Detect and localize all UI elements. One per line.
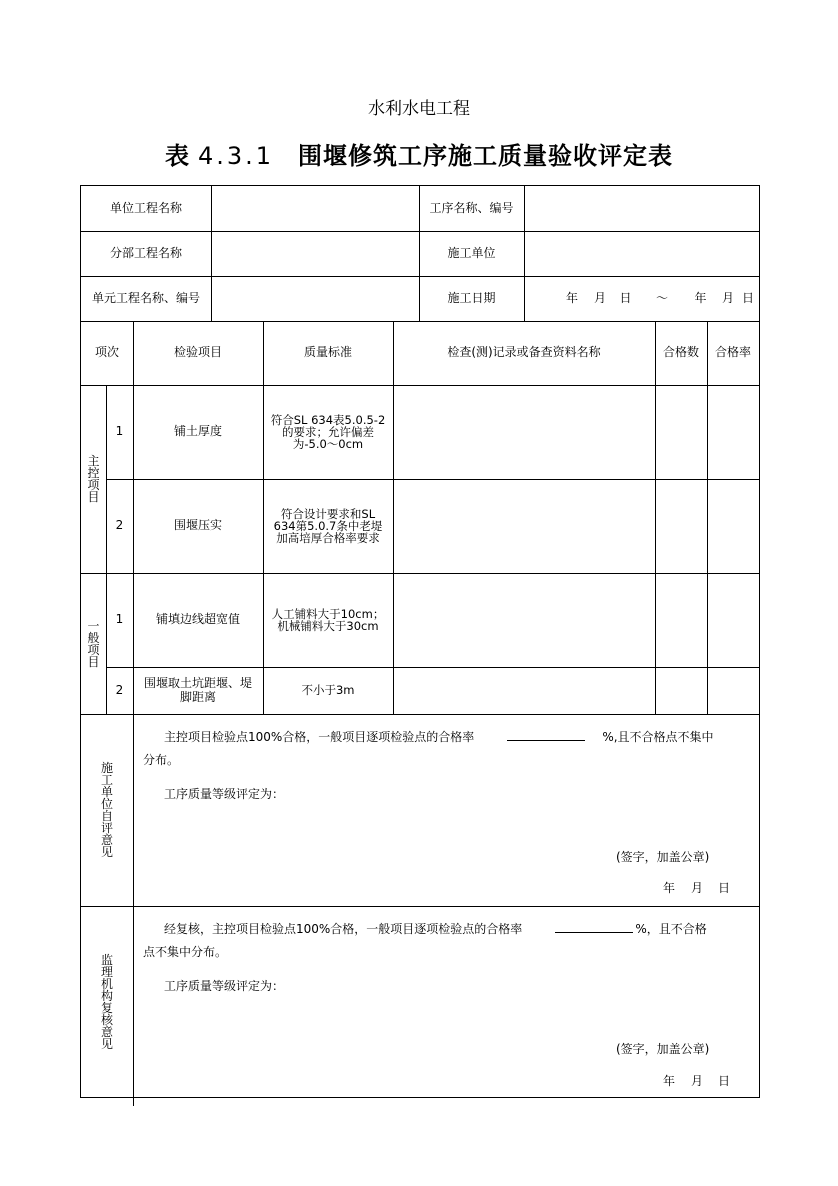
construction-date-range[interactable]	[525, 276, 759, 321]
title-text: 围堰修筑工序施工质量验收评定表	[298, 142, 674, 170]
general-row-2-count[interactable]	[655, 667, 707, 714]
main-row-1-rate[interactable]	[707, 385, 759, 479]
date-month-1: 月	[593, 290, 606, 305]
main-row-2-count[interactable]	[655, 479, 707, 573]
main-row-2-record[interactable]	[393, 479, 655, 573]
main-row-2-rate[interactable]	[707, 479, 759, 573]
col-qualified-count: 合格数	[662, 345, 699, 360]
contractor-opinion-line2: 分布。	[143, 753, 180, 767]
general-row-2-standard: 不小于3m	[301, 683, 355, 698]
supervisor-opinion-line1: 经复核，主控项目检验点100%合格，一般项目逐项检验点的合格率 %，且不合格	[164, 918, 707, 941]
col-item: 项次	[94, 345, 119, 360]
supervisor-sign-date[interactable]: 年 月 日	[663, 1074, 731, 1088]
main-row-2-no: 2	[115, 518, 124, 533]
sub-project-label: 分部工程名称	[109, 245, 182, 260]
col-record: 检查(测)记录或备查资料名称	[447, 345, 601, 360]
date-year-1: 年	[565, 290, 578, 305]
supervisor-opinion-line2: 点不集中分布。	[143, 945, 228, 959]
element-project-label: 单元工程名称、编号	[91, 290, 200, 305]
contractor-opinion-line1: 主控项目检验点100%合格，一般项目逐项检验点的合格率 %,且不合格点不集中	[164, 726, 714, 749]
contractor-sign-date[interactable]: 年 月 日	[663, 881, 731, 895]
supervisor-sign-note: (签字，加盖公章)	[616, 1042, 710, 1056]
date-day-2: 日	[742, 290, 755, 305]
general-row-1-rate[interactable]	[707, 573, 759, 667]
title-number: 4.3.1	[197, 142, 275, 170]
date-day-1: 日	[619, 290, 632, 305]
main-control-group-label: 主 控 项 目	[87, 454, 100, 504]
grid-line	[81, 714, 759, 715]
date-year-2: 年	[694, 290, 707, 305]
general-row-1-no: 1	[115, 612, 124, 627]
contractor-opinion-label: 施 工 单 位 自 评 意 见	[100, 761, 113, 859]
document-subtitle: 水利水电工程	[368, 99, 470, 119]
process-name-value[interactable]	[525, 186, 759, 231]
title-prefix: 表	[164, 142, 190, 170]
grid-line	[81, 906, 759, 907]
construction-unit-value[interactable]	[525, 231, 759, 276]
date-month-2: 月	[721, 290, 734, 305]
process-name-label: 工序名称、编号	[429, 200, 514, 215]
general-row-2-record[interactable]	[393, 667, 655, 714]
contractor-grade-label[interactable]: 工序质量等级评定为：	[164, 787, 285, 801]
sub-project-value[interactable]	[212, 231, 419, 276]
general-row-2-item: 围堰取土坑距堰、堤脚距离	[143, 675, 252, 704]
general-row-1-record[interactable]	[393, 573, 655, 667]
main-row-1-count[interactable]	[655, 385, 707, 479]
general-row-2-rate[interactable]	[707, 667, 759, 714]
main-row-2-standard: 符合设计要求和SL 634第5.0.7条中老堤加高培厚合格率要求	[273, 506, 383, 546]
general-row-1-item: 铺填边线超宽值	[155, 612, 240, 627]
col-check-item: 检验项目	[173, 345, 222, 360]
unit-project-label: 单位工程名称	[109, 200, 182, 215]
main-row-1-record[interactable]	[393, 385, 655, 479]
document-title	[0, 136, 838, 171]
contractor-sign-note: (签字，加盖公章)	[616, 850, 710, 864]
construction-unit-label: 施工单位	[447, 245, 496, 260]
unit-project-value[interactable]	[212, 186, 419, 231]
main-row-1-no: 1	[115, 424, 124, 439]
main-row-1-item: 铺土厚度	[173, 424, 222, 439]
contractor-rate-blank[interactable]	[507, 726, 585, 741]
evaluation-table	[80, 185, 760, 1098]
element-project-value[interactable]	[212, 276, 419, 321]
date-tilde: ～	[655, 290, 668, 305]
col-qualified-rate: 合格率	[714, 345, 751, 360]
main-row-2-item: 围堰压实	[173, 518, 222, 533]
construction-date-label: 施工日期	[447, 290, 496, 305]
supervisor-rate-blank[interactable]	[555, 918, 633, 933]
general-row-1-count[interactable]	[655, 573, 707, 667]
supervisor-grade-label[interactable]: 工序质量等级评定为：	[164, 979, 285, 993]
general-row-2-no: 2	[115, 682, 124, 697]
general-group-label: 一 般 项 目	[87, 618, 100, 669]
general-row-1-standard: 人工铺料大于10cm；机械铺料大于30cm	[271, 606, 385, 633]
col-standard: 质量标准	[303, 345, 352, 360]
main-row-1-standard: 符合SL 634表5.0.5-2的要求；允许偏差为-5.0～0cm	[270, 412, 386, 452]
supervisor-opinion-label: 监 理 机 构 复 核 意 见	[100, 952, 113, 1051]
